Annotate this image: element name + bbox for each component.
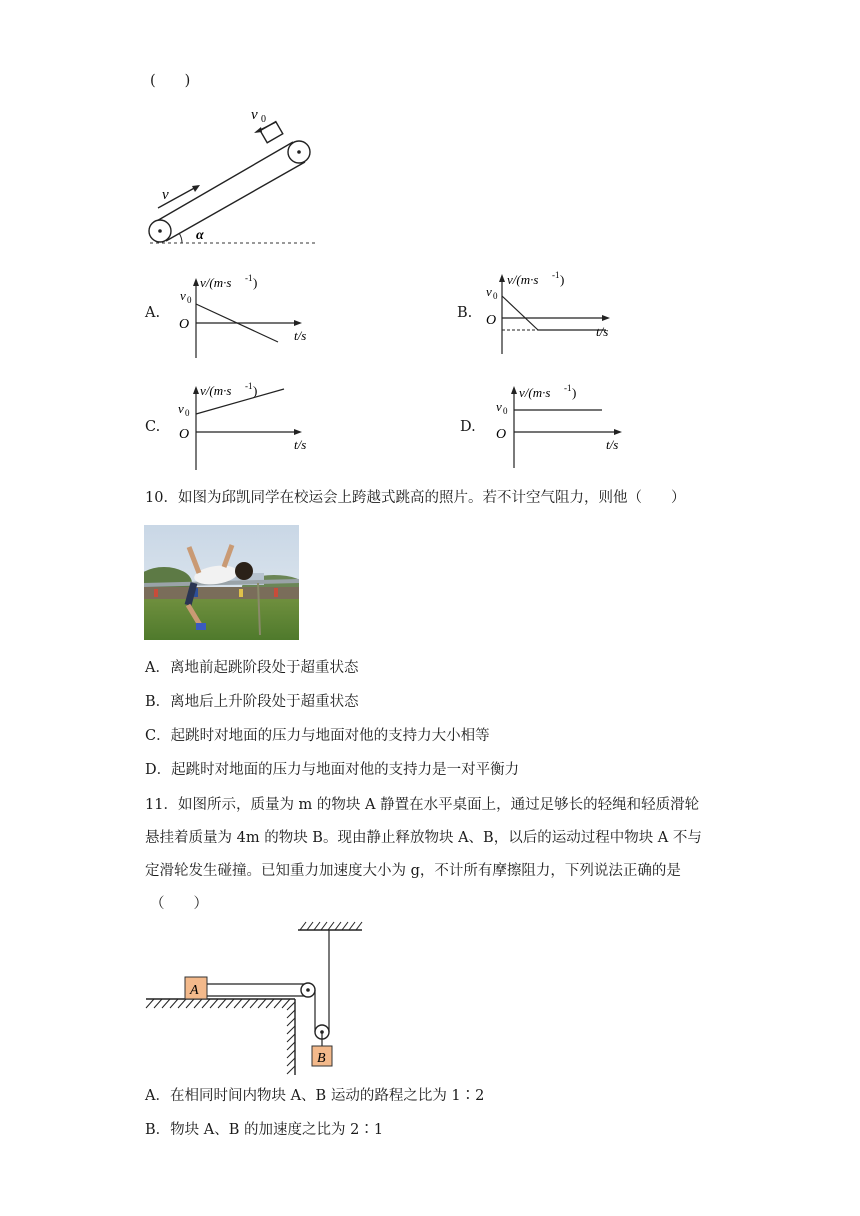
pulley-system-figure xyxy=(140,920,370,1080)
svg-text:-1: -1 xyxy=(245,381,253,391)
svg-text:v: v xyxy=(496,399,502,414)
svg-text:v: v xyxy=(180,288,186,303)
option-a-graph xyxy=(170,270,320,362)
option-c-graph xyxy=(170,380,320,474)
v-label: v xyxy=(162,187,169,203)
svg-text:): ) xyxy=(253,383,258,398)
svg-text:0: 0 xyxy=(187,295,192,305)
svg-text:-1: -1 xyxy=(552,270,560,280)
svg-text:O: O xyxy=(179,427,190,442)
svg-text:v/(m·s: v/(m·s xyxy=(200,383,232,398)
svg-text:t/s: t/s xyxy=(596,324,609,339)
q10-choice-b: B．离地后上升阶段处于超重状态 xyxy=(145,694,359,710)
svg-text:t/s: t/s xyxy=(294,437,307,452)
svg-text:v/(m·s: v/(m·s xyxy=(507,272,539,287)
svg-text:v: v xyxy=(178,401,184,416)
q10-stem: 10．如图为邱凯同学在校运会上跨越式跳高的照片。若不计空气阻力，则他（ ） xyxy=(145,490,686,506)
svg-text:): ) xyxy=(253,275,258,290)
q11-choice-a: A．在相同时间内物块 A、B 运动的路程之比为 1∶2 xyxy=(145,1088,485,1104)
svg-text:0: 0 xyxy=(503,406,508,416)
svg-text:-1: -1 xyxy=(564,383,572,393)
option-c-letter: C. xyxy=(145,419,161,435)
high-jump-photo xyxy=(144,525,299,640)
q11-stem-line-1: 11．如图所示，质量为 m 的物块 A 静置在水平桌面上，通过足够长的轻绳和轻质滑轮 xyxy=(145,797,700,813)
q10-choice-a: A．离地前起跳阶段处于超重状态 xyxy=(145,660,359,676)
q9-paren: ( ) xyxy=(150,73,191,89)
block-b-label: B xyxy=(317,1051,326,1066)
svg-text:-1: -1 xyxy=(245,273,253,283)
block-a-label: A xyxy=(190,983,199,998)
conveyor-belt-figure xyxy=(140,100,320,250)
alpha-label: α xyxy=(196,228,204,243)
option-a-letter: A. xyxy=(145,305,161,321)
svg-text:O: O xyxy=(486,313,497,328)
svg-text:): ) xyxy=(572,385,577,400)
q11-stem-line-2: 悬挂着质量为 4m 的物块 B。现由静止释放物块 A、B，以后的运动过程中物块 A 不与 xyxy=(145,830,702,846)
svg-text:O: O xyxy=(179,317,190,332)
svg-text:v/(m·s: v/(m·s xyxy=(200,275,232,290)
v0-label: v xyxy=(251,107,258,123)
option-d-letter: D. xyxy=(460,419,476,435)
q10-choice-d: D．起跳时对地面的压力与地面对他的支持力是一对平衡力 xyxy=(145,762,520,778)
q11-stem-line-3: 定滑轮发生碰撞。已知重力加速度大小为 g，不计所有摩擦阻力，下列说法正确的是 xyxy=(145,863,681,879)
option-d-graph xyxy=(490,380,640,474)
option-b-letter: B. xyxy=(457,305,473,321)
svg-text:0: 0 xyxy=(185,408,190,418)
svg-text:0: 0 xyxy=(493,291,498,301)
svg-text:O: O xyxy=(496,427,507,442)
svg-text:t/s: t/s xyxy=(606,437,619,452)
svg-text:v/(m·s: v/(m·s xyxy=(519,385,551,400)
svg-text:): ) xyxy=(560,272,565,287)
svg-text:t/s: t/s xyxy=(294,328,307,343)
q11-choice-b: B．物块 A、B 的加速度之比为 2∶1 xyxy=(145,1122,384,1138)
svg-text:0: 0 xyxy=(261,114,266,125)
q11-paren: （ ） xyxy=(150,896,208,912)
svg-text:v: v xyxy=(486,284,492,299)
option-b-graph xyxy=(480,268,630,360)
q10-choice-c: C．起跳时对地面的压力与地面对他的支持力大小相等 xyxy=(145,728,490,744)
